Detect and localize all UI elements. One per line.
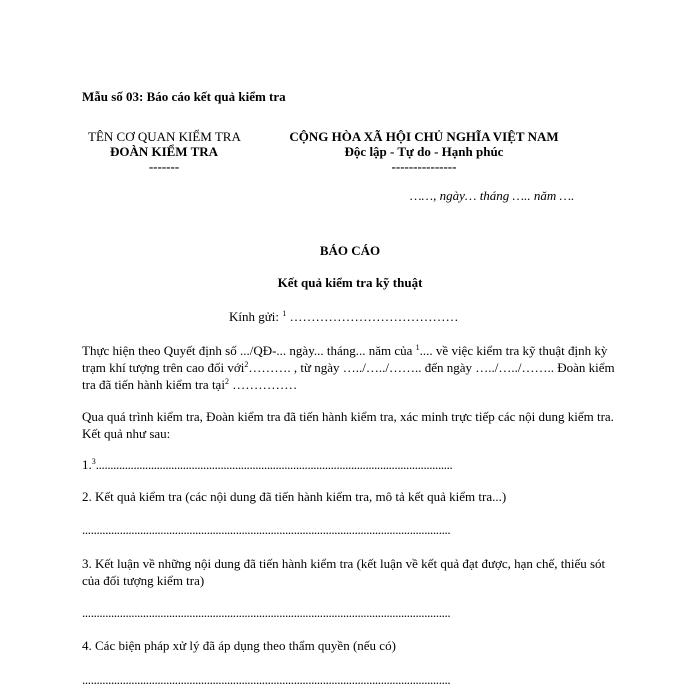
- intro-text-1: Thực hiện theo Quyết định số .../QĐ-... ngày... tháng... năm của: [82, 343, 416, 358]
- result-item-1: [82, 457, 452, 473]
- national-motto: Độc lập - Tự do - Hạnh phúc: [344, 144, 504, 159]
- agency-header: [88, 129, 240, 174]
- item-1-number: 1.: [82, 457, 92, 472]
- recipient-label: Kính gửi:: [229, 309, 280, 324]
- recipient-footnote: 1: [282, 309, 287, 318]
- result-item-2: 2. Kết quả kiểm tra (các nội dung đã tiến hành kiểm tra, mô tả kết quả kiểm tra...): [82, 489, 507, 504]
- result-item-3: 3. Kết luận về những nội dung đã tiến hành kiểm tra (kết luận về kết quả đạt được, hạn chế, thiếu sót của đối tượng kiểm tra): [82, 556, 606, 588]
- document-subtitle: Kết quả kiểm tra kỹ thuật: [277, 275, 423, 290]
- national-header: [278, 129, 570, 174]
- inspection-team-name: ĐOÀN KIỂM TRA: [109, 144, 219, 159]
- item-3-dots: ...............................................................................................................................: [82, 605, 451, 620]
- document-title: BÁO CÁO: [319, 243, 381, 258]
- intro-text-2: .... về việc kiểm tra kỹ thuật định kỳ trạm khí tượng trên cao đối với: [82, 343, 608, 375]
- introduction-paragraph: [82, 342, 622, 393]
- item-2-dots: ...............................................................................................................................: [82, 522, 451, 537]
- intro-footnote-1: 1: [415, 343, 420, 352]
- item-1-dots: ...........................................................................................................................: [95, 457, 453, 472]
- recipient-blank: …………………………………: [289, 309, 459, 324]
- date-line: ……, ngày… tháng ….. năm ….: [410, 188, 575, 203]
- item-4-dots: ...............................................................................................................................: [82, 672, 451, 687]
- form-code-heading: Mẫu số 03: Báo cáo kết quả kiểm tra: [82, 89, 286, 104]
- recipient-line: [229, 309, 459, 325]
- intro-footnote-3: 2: [224, 377, 229, 386]
- result-item-4: 4. Các biện pháp xử lý đã áp dụng theo thẩm quyền (nếu có): [82, 638, 396, 653]
- national-divider: ---------------: [391, 159, 457, 174]
- intro-footnote-2: 2: [244, 360, 249, 369]
- agency-name: TÊN CƠ QUAN KIỂM TRA: [88, 129, 241, 144]
- national-name: CỘNG HÒA XÃ HỘI CHỦ NGHĨA VIỆT NAM: [289, 129, 559, 144]
- intro-text-3: ………. , từ ngày …../…../…….. đến ngày …../…../…….. Đoàn kiểm tra đã tiến hành kiểm tra tại: [82, 360, 615, 392]
- agency-divider: -------: [148, 159, 180, 174]
- item-1-footnote: 3: [91, 457, 96, 466]
- intro-text-4: ……………: [228, 377, 298, 392]
- process-paragraph: Qua quá trình kiểm tra, Đoàn kiểm tra đã tiến hành kiểm tra, xác minh trực tiếp các nội dung kiểm tra. Kết quả như sau:: [82, 409, 614, 441]
